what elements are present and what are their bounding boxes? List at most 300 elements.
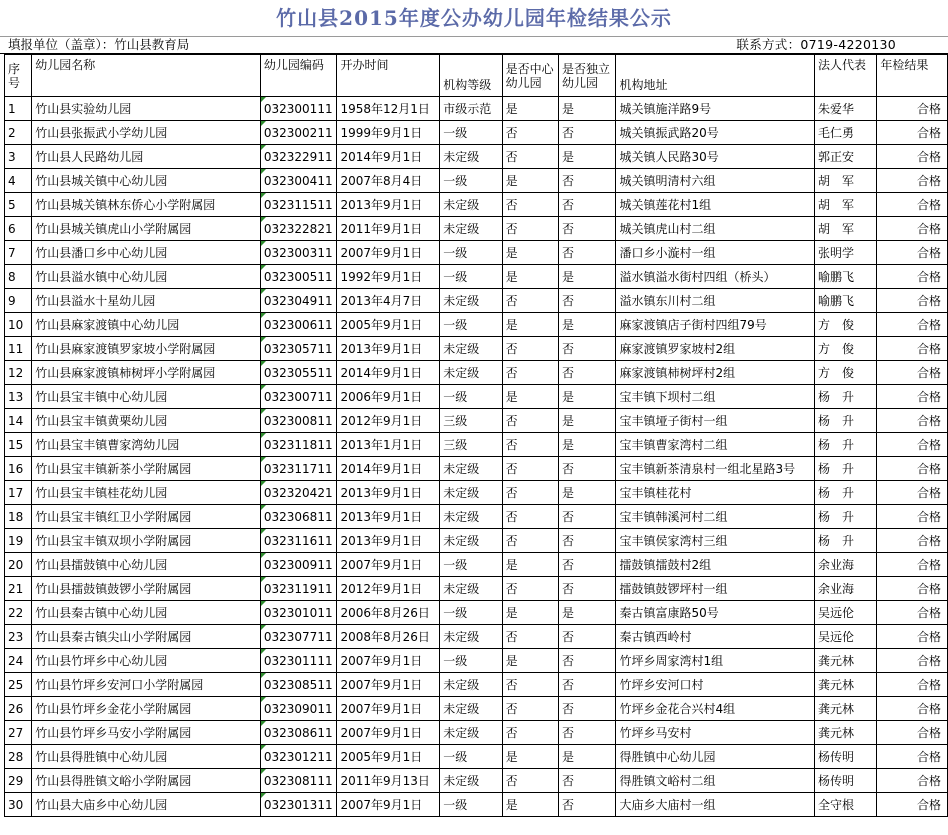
cell-name[interactable]: 竹山县宝丰镇双坝小学附属园 — [32, 529, 261, 553]
cell-seq[interactable]: 14 — [5, 409, 32, 433]
cell-seq[interactable]: 21 — [5, 577, 32, 601]
cell-result[interactable]: 合格 — [877, 625, 948, 649]
cell-seq[interactable]: 23 — [5, 625, 32, 649]
cell-address[interactable]: 得胜镇中心幼儿园 — [616, 745, 814, 769]
cell-independent[interactable]: 是 — [559, 97, 616, 121]
cell-address[interactable]: 麻家渡镇店子街村四组79号 — [616, 313, 814, 337]
cell-date[interactable]: 2013年9月1日 — [337, 193, 440, 217]
cell-center[interactable]: 否 — [502, 625, 558, 649]
cell-legal[interactable]: 郭正安 — [814, 145, 876, 169]
cell-result[interactable]: 合格 — [877, 721, 948, 745]
cell-address[interactable]: 竹坪乡安河口村 — [616, 673, 814, 697]
cell-name[interactable]: 竹山县宝丰镇中心幼儿园 — [32, 385, 261, 409]
cell-seq[interactable]: 13 — [5, 385, 32, 409]
cell-legal[interactable]: 朱爱华 — [814, 97, 876, 121]
cell-date[interactable]: 2014年9月1日 — [337, 457, 440, 481]
cell-address[interactable]: 大庙乡大庙村一组 — [616, 793, 814, 817]
cell-address[interactable]: 得胜镇文峪村二组 — [616, 769, 814, 793]
cell-level[interactable]: 一级 — [440, 385, 502, 409]
cell-date[interactable]: 2007年9月1日 — [337, 241, 440, 265]
cell-independent[interactable]: 是 — [559, 481, 616, 505]
cell-name[interactable]: 竹山县得胜镇文峪小学附属园 — [32, 769, 261, 793]
cell-legal[interactable]: 杨 升 — [814, 409, 876, 433]
cell-independent[interactable]: 是 — [559, 601, 616, 625]
cell-code[interactable] — [260, 553, 337, 577]
cell-seq[interactable]: 10 — [5, 313, 32, 337]
cell-code[interactable] — [260, 193, 337, 217]
cell-address[interactable]: 擂鼓镇擂鼓村2组 — [616, 553, 814, 577]
cell-code[interactable] — [260, 217, 337, 241]
cell-level[interactable]: 未定级 — [440, 721, 502, 745]
cell-center[interactable]: 否 — [502, 193, 558, 217]
cell-legal[interactable]: 毛仁勇 — [814, 121, 876, 145]
cell-independent[interactable]: 否 — [559, 793, 616, 817]
header-seq[interactable]: 序号 — [5, 55, 32, 97]
cell-independent[interactable]: 是 — [559, 313, 616, 337]
cell-center[interactable]: 是 — [502, 649, 558, 673]
cell-code[interactable] — [260, 433, 337, 457]
cell-level[interactable]: 一级 — [440, 121, 502, 145]
cell-name[interactable]: 竹山县麻家渡镇罗家坡小学附属园 — [32, 337, 261, 361]
cell-level[interactable]: 未定级 — [440, 193, 502, 217]
cell-center[interactable]: 是 — [502, 601, 558, 625]
cell-level[interactable]: 一级 — [440, 793, 502, 817]
cell-seq[interactable]: 1 — [5, 97, 32, 121]
cell-date[interactable]: 2006年8月26日 — [337, 601, 440, 625]
cell-address[interactable]: 城关镇莲花村1组 — [616, 193, 814, 217]
cell-address[interactable]: 宝丰镇桂花村 — [616, 481, 814, 505]
cell-date[interactable]: 2013年1月1日 — [337, 433, 440, 457]
cell-seq[interactable]: 24 — [5, 649, 32, 673]
cell-legal[interactable]: 龚元林 — [814, 697, 876, 721]
cell-independent[interactable]: 否 — [559, 361, 616, 385]
cell-center[interactable]: 是 — [502, 385, 558, 409]
cell-level[interactable]: 未定级 — [440, 577, 502, 601]
cell-address[interactable]: 溢水镇东川村二组 — [616, 289, 814, 313]
cell-legal[interactable]: 喻鹏飞 — [814, 289, 876, 313]
cell-name[interactable]: 竹山县得胜镇中心幼儿园 — [32, 745, 261, 769]
cell-legal[interactable]: 龚元林 — [814, 649, 876, 673]
cell-code[interactable] — [260, 721, 337, 745]
cell-name[interactable]: 竹山县宝丰镇桂花幼儿园 — [32, 481, 261, 505]
cell-address[interactable]: 城关镇振武路20号 — [616, 121, 814, 145]
cell-date[interactable]: 2013年9月1日 — [337, 481, 440, 505]
cell-level[interactable]: 未定级 — [440, 769, 502, 793]
cell-address[interactable]: 城关镇明清村六组 — [616, 169, 814, 193]
cell-name[interactable]: 竹山县张振武小学幼儿园 — [32, 121, 261, 145]
cell-address[interactable]: 擂鼓镇鼓锣坪村一组 — [616, 577, 814, 601]
cell-legal[interactable]: 方 俊 — [814, 313, 876, 337]
cell-seq[interactable]: 26 — [5, 697, 32, 721]
cell-name[interactable]: 竹山县潘口乡中心幼儿园 — [32, 241, 261, 265]
cell-result[interactable]: 合格 — [877, 601, 948, 625]
cell-address[interactable]: 宝丰镇新茶清泉村一组北星路3号 — [616, 457, 814, 481]
cell-code[interactable] — [260, 337, 337, 361]
cell-name[interactable]: 竹山县麻家渡镇中心幼儿园 — [32, 313, 261, 337]
cell-center[interactable]: 否 — [502, 361, 558, 385]
cell-independent[interactable]: 是 — [559, 265, 616, 289]
cell-legal[interactable]: 杨 升 — [814, 385, 876, 409]
cell-independent[interactable]: 否 — [559, 697, 616, 721]
cell-legal[interactable]: 杨传明 — [814, 745, 876, 769]
cell-level[interactable]: 未定级 — [440, 505, 502, 529]
cell-code[interactable] — [260, 601, 337, 625]
cell-result[interactable]: 合格 — [877, 97, 948, 121]
cell-center[interactable]: 否 — [502, 673, 558, 697]
cell-legal[interactable]: 全守根 — [814, 793, 876, 817]
cell-seq[interactable]: 18 — [5, 505, 32, 529]
cell-center[interactable]: 是 — [502, 97, 558, 121]
cell-date[interactable]: 2007年9月1日 — [337, 721, 440, 745]
cell-legal[interactable]: 杨 升 — [814, 505, 876, 529]
cell-address[interactable]: 潘口乡小漩村一组 — [616, 241, 814, 265]
header-name[interactable]: 幼儿园名称 — [32, 55, 261, 97]
cell-result[interactable]: 合格 — [877, 433, 948, 457]
cell-result[interactable]: 合格 — [877, 457, 948, 481]
cell-legal[interactable]: 杨 升 — [814, 529, 876, 553]
cell-address[interactable]: 宝丰镇侯家湾村三组 — [616, 529, 814, 553]
cell-name[interactable]: 竹山县擂鼓镇中心幼儿园 — [32, 553, 261, 577]
cell-center[interactable]: 是 — [502, 793, 558, 817]
cell-result[interactable]: 合格 — [877, 793, 948, 817]
cell-level[interactable]: 未定级 — [440, 217, 502, 241]
cell-date[interactable]: 2007年9月1日 — [337, 697, 440, 721]
cell-code[interactable] — [260, 481, 337, 505]
header-level[interactable]: 机构等级 — [440, 55, 502, 97]
cell-code[interactable] — [260, 145, 337, 169]
cell-independent[interactable]: 是 — [559, 145, 616, 169]
cell-independent[interactable]: 是 — [559, 745, 616, 769]
cell-center[interactable]: 是 — [502, 745, 558, 769]
cell-seq[interactable]: 20 — [5, 553, 32, 577]
cell-seq[interactable]: 11 — [5, 337, 32, 361]
cell-level[interactable]: 一级 — [440, 265, 502, 289]
cell-legal[interactable]: 胡 军 — [814, 193, 876, 217]
cell-level[interactable]: 未定级 — [440, 697, 502, 721]
cell-seq[interactable]: 27 — [5, 721, 32, 745]
cell-seq[interactable]: 6 — [5, 217, 32, 241]
cell-name[interactable]: 竹山县大庙乡中心幼儿园 — [32, 793, 261, 817]
cell-center[interactable]: 否 — [502, 145, 558, 169]
cell-independent[interactable]: 否 — [559, 577, 616, 601]
cell-legal[interactable]: 胡 军 — [814, 217, 876, 241]
cell-level[interactable]: 未定级 — [440, 289, 502, 313]
cell-level[interactable]: 未定级 — [440, 145, 502, 169]
cell-legal[interactable]: 喻鹏飞 — [814, 265, 876, 289]
cell-seq[interactable]: 15 — [5, 433, 32, 457]
cell-seq[interactable]: 7 — [5, 241, 32, 265]
cell-level[interactable]: 一级 — [440, 601, 502, 625]
cell-name[interactable]: 竹山县竹坪乡安河口小学附属园 — [32, 673, 261, 697]
cell-legal[interactable]: 胡 军 — [814, 169, 876, 193]
cell-date[interactable]: 2011年9月1日 — [337, 217, 440, 241]
cell-address[interactable]: 宝丰镇下坝村二组 — [616, 385, 814, 409]
cell-independent[interactable]: 否 — [559, 121, 616, 145]
cell-result[interactable]: 合格 — [877, 313, 948, 337]
cell-level[interactable]: 一级 — [440, 649, 502, 673]
cell-legal[interactable]: 杨 升 — [814, 481, 876, 505]
cell-level[interactable]: 一级 — [440, 241, 502, 265]
cell-independent[interactable]: 否 — [559, 505, 616, 529]
header-address[interactable]: 机构地址 — [616, 55, 814, 97]
cell-legal[interactable]: 龚元林 — [814, 673, 876, 697]
cell-result[interactable]: 合格 — [877, 769, 948, 793]
cell-result[interactable]: 合格 — [877, 649, 948, 673]
cell-code[interactable] — [260, 289, 337, 313]
cell-independent[interactable]: 否 — [559, 241, 616, 265]
cell-level[interactable]: 一级 — [440, 169, 502, 193]
cell-name[interactable]: 竹山县竹坪乡中心幼儿园 — [32, 649, 261, 673]
cell-seq[interactable]: 22 — [5, 601, 32, 625]
cell-date[interactable]: 2008年8月26日 — [337, 625, 440, 649]
cell-address[interactable]: 城关镇人民路30号 — [616, 145, 814, 169]
header-code[interactable]: 幼儿园编码 — [260, 55, 337, 97]
cell-seq[interactable]: 9 — [5, 289, 32, 313]
cell-center[interactable]: 否 — [502, 121, 558, 145]
cell-center[interactable]: 是 — [502, 169, 558, 193]
cell-seq[interactable]: 17 — [5, 481, 32, 505]
cell-result[interactable]: 合格 — [877, 505, 948, 529]
cell-result[interactable]: 合格 — [877, 553, 948, 577]
cell-independent[interactable]: 否 — [559, 337, 616, 361]
cell-name[interactable]: 竹山县溢水十星幼儿园 — [32, 289, 261, 313]
cell-code[interactable] — [260, 313, 337, 337]
cell-legal[interactable]: 余业海 — [814, 577, 876, 601]
cell-level[interactable]: 未定级 — [440, 529, 502, 553]
cell-name[interactable]: 竹山县宝丰镇曹家湾幼儿园 — [32, 433, 261, 457]
cell-date[interactable]: 2007年9月1日 — [337, 553, 440, 577]
cell-legal[interactable]: 吴远伦 — [814, 625, 876, 649]
cell-independent[interactable]: 否 — [559, 289, 616, 313]
cell-name[interactable]: 竹山县宝丰镇红卫小学附属园 — [32, 505, 261, 529]
cell-code[interactable] — [260, 457, 337, 481]
cell-result[interactable]: 合格 — [877, 169, 948, 193]
cell-code[interactable] — [260, 241, 337, 265]
cell-result[interactable]: 合格 — [877, 697, 948, 721]
cell-code[interactable] — [260, 577, 337, 601]
cell-level[interactable]: 未定级 — [440, 361, 502, 385]
cell-center[interactable]: 是 — [502, 553, 558, 577]
cell-code[interactable] — [260, 793, 337, 817]
cell-center[interactable]: 否 — [502, 217, 558, 241]
cell-result[interactable]: 合格 — [877, 121, 948, 145]
cell-address[interactable]: 宝丰镇韩溪河村二组 — [616, 505, 814, 529]
cell-legal[interactable]: 张明学 — [814, 241, 876, 265]
cell-result[interactable]: 合格 — [877, 289, 948, 313]
header-result[interactable]: 年检结果 — [877, 55, 948, 97]
cell-date[interactable]: 2012年9月1日 — [337, 409, 440, 433]
cell-code[interactable] — [260, 697, 337, 721]
cell-independent[interactable]: 是 — [559, 409, 616, 433]
cell-independent[interactable]: 否 — [559, 217, 616, 241]
cell-independent[interactable]: 是 — [559, 385, 616, 409]
cell-center[interactable]: 否 — [502, 697, 558, 721]
cell-name[interactable]: 竹山县城关镇林东侨心小学附属园 — [32, 193, 261, 217]
cell-date[interactable]: 2007年8月4日 — [337, 169, 440, 193]
cell-level[interactable]: 三级 — [440, 409, 502, 433]
cell-address[interactable]: 秦古镇西岭村 — [616, 625, 814, 649]
header-legal[interactable]: 法人代表 — [814, 55, 876, 97]
cell-result[interactable]: 合格 — [877, 409, 948, 433]
cell-independent[interactable]: 否 — [559, 457, 616, 481]
cell-independent[interactable]: 否 — [559, 169, 616, 193]
cell-code[interactable] — [260, 361, 337, 385]
cell-date[interactable]: 2007年9月1日 — [337, 793, 440, 817]
cell-center[interactable]: 是 — [502, 265, 558, 289]
cell-code[interactable] — [260, 169, 337, 193]
cell-code[interactable] — [260, 769, 337, 793]
cell-level[interactable]: 一级 — [440, 553, 502, 577]
cell-date[interactable]: 2007年9月1日 — [337, 673, 440, 697]
cell-level[interactable]: 市级示范 — [440, 97, 502, 121]
cell-result[interactable]: 合格 — [877, 361, 948, 385]
cell-seq[interactable]: 2 — [5, 121, 32, 145]
cell-legal[interactable]: 吴远伦 — [814, 601, 876, 625]
header-date[interactable]: 开办时间 — [337, 55, 440, 97]
cell-center[interactable]: 否 — [502, 337, 558, 361]
cell-result[interactable]: 合格 — [877, 385, 948, 409]
cell-center[interactable]: 否 — [502, 457, 558, 481]
cell-legal[interactable]: 方 俊 — [814, 337, 876, 361]
cell-seq[interactable]: 19 — [5, 529, 32, 553]
cell-level[interactable]: 一级 — [440, 745, 502, 769]
cell-seq[interactable]: 30 — [5, 793, 32, 817]
cell-center[interactable]: 是 — [502, 241, 558, 265]
cell-address[interactable]: 溢水镇溢水街村四组（桥头） — [616, 265, 814, 289]
cell-name[interactable]: 竹山县宝丰镇新茶小学附属园 — [32, 457, 261, 481]
cell-legal[interactable]: 杨 升 — [814, 433, 876, 457]
cell-name[interactable]: 竹山县擂鼓镇鼓锣小学附属园 — [32, 577, 261, 601]
cell-code[interactable] — [260, 265, 337, 289]
cell-seq[interactable]: 3 — [5, 145, 32, 169]
cell-address[interactable]: 城关镇施洋路9号 — [616, 97, 814, 121]
cell-result[interactable]: 合格 — [877, 193, 948, 217]
cell-name[interactable]: 竹山县实验幼儿园 — [32, 97, 261, 121]
cell-center[interactable]: 否 — [502, 769, 558, 793]
cell-date[interactable]: 2013年9月1日 — [337, 337, 440, 361]
cell-result[interactable]: 合格 — [877, 673, 948, 697]
cell-date[interactable]: 2005年9月1日 — [337, 313, 440, 337]
cell-independent[interactable]: 否 — [559, 625, 616, 649]
cell-address[interactable]: 宝丰镇垭子街村一组 — [616, 409, 814, 433]
cell-seq[interactable]: 29 — [5, 769, 32, 793]
cell-seq[interactable]: 12 — [5, 361, 32, 385]
cell-code[interactable] — [260, 409, 337, 433]
cell-address[interactable]: 麻家渡镇柿树坪村2组 — [616, 361, 814, 385]
cell-independent[interactable]: 否 — [559, 553, 616, 577]
cell-name[interactable]: 竹山县溢水镇中心幼儿园 — [32, 265, 261, 289]
cell-legal[interactable]: 龚元林 — [814, 721, 876, 745]
cell-center[interactable]: 否 — [502, 577, 558, 601]
cell-date[interactable]: 2014年9月1日 — [337, 145, 440, 169]
header-independent[interactable]: 是否独立幼儿园 — [559, 55, 616, 97]
cell-result[interactable]: 合格 — [877, 241, 948, 265]
cell-code[interactable] — [260, 745, 337, 769]
cell-seq[interactable]: 5 — [5, 193, 32, 217]
cell-legal[interactable]: 杨传明 — [814, 769, 876, 793]
cell-name[interactable]: 竹山县人民路幼儿园 — [32, 145, 261, 169]
cell-date[interactable]: 2012年9月1日 — [337, 577, 440, 601]
cell-level[interactable]: 一级 — [440, 313, 502, 337]
cell-code[interactable] — [260, 673, 337, 697]
cell-seq[interactable]: 25 — [5, 673, 32, 697]
cell-seq[interactable]: 8 — [5, 265, 32, 289]
cell-name[interactable]: 竹山县竹坪乡马安小学附属园 — [32, 721, 261, 745]
cell-independent[interactable]: 否 — [559, 673, 616, 697]
cell-code[interactable] — [260, 121, 337, 145]
cell-level[interactable]: 三级 — [440, 433, 502, 457]
cell-date[interactable]: 2005年9月1日 — [337, 745, 440, 769]
cell-independent[interactable]: 否 — [559, 721, 616, 745]
cell-center[interactable]: 否 — [502, 505, 558, 529]
cell-independent[interactable]: 否 — [559, 529, 616, 553]
cell-legal[interactable]: 杨 升 — [814, 457, 876, 481]
cell-code[interactable] — [260, 385, 337, 409]
cell-address[interactable]: 竹坪乡周家湾村1组 — [616, 649, 814, 673]
cell-date[interactable]: 2006年9月1日 — [337, 385, 440, 409]
cell-name[interactable]: 竹山县秦古镇尖山小学附属园 — [32, 625, 261, 649]
cell-result[interactable]: 合格 — [877, 145, 948, 169]
cell-level[interactable]: 未定级 — [440, 481, 502, 505]
cell-name[interactable]: 竹山县麻家渡镇柿树坪小学附属园 — [32, 361, 261, 385]
cell-date[interactable]: 1999年9月1日 — [337, 121, 440, 145]
cell-name[interactable]: 竹山县城关镇虎山小学附属园 — [32, 217, 261, 241]
cell-legal[interactable]: 余业海 — [814, 553, 876, 577]
cell-seq[interactable]: 16 — [5, 457, 32, 481]
cell-address[interactable]: 麻家渡镇罗家坡村2组 — [616, 337, 814, 361]
cell-independent[interactable]: 是 — [559, 433, 616, 457]
cell-code[interactable] — [260, 529, 337, 553]
cell-address[interactable]: 竹坪乡马安村 — [616, 721, 814, 745]
cell-level[interactable]: 未定级 — [440, 337, 502, 361]
cell-date[interactable]: 1992年9月1日 — [337, 265, 440, 289]
cell-code[interactable] — [260, 625, 337, 649]
cell-name[interactable]: 竹山县城关镇中心幼儿园 — [32, 169, 261, 193]
cell-independent[interactable]: 否 — [559, 649, 616, 673]
cell-result[interactable]: 合格 — [877, 745, 948, 769]
cell-level[interactable]: 未定级 — [440, 625, 502, 649]
cell-level[interactable]: 未定级 — [440, 673, 502, 697]
cell-address[interactable]: 秦古镇富康路50号 — [616, 601, 814, 625]
cell-center[interactable]: 否 — [502, 409, 558, 433]
cell-center[interactable]: 否 — [502, 433, 558, 457]
cell-date[interactable]: 2013年4月7日 — [337, 289, 440, 313]
cell-independent[interactable]: 否 — [559, 193, 616, 217]
cell-result[interactable]: 合格 — [877, 577, 948, 601]
cell-date[interactable]: 2011年9月13日 — [337, 769, 440, 793]
cell-date[interactable]: 2007年9月1日 — [337, 649, 440, 673]
cell-legal[interactable]: 方 俊 — [814, 361, 876, 385]
cell-name[interactable]: 竹山县竹坪乡金花小学附属园 — [32, 697, 261, 721]
cell-independent[interactable]: 否 — [559, 769, 616, 793]
cell-name[interactable]: 竹山县宝丰镇黄栗幼儿园 — [32, 409, 261, 433]
cell-address[interactable]: 宝丰镇曹家湾村二组 — [616, 433, 814, 457]
cell-name[interactable]: 竹山县秦古镇中心幼儿园 — [32, 601, 261, 625]
cell-date[interactable]: 2014年9月1日 — [337, 361, 440, 385]
cell-result[interactable]: 合格 — [877, 337, 948, 361]
header-center[interactable]: 是否中心幼儿园 — [502, 55, 558, 97]
cell-result[interactable]: 合格 — [877, 481, 948, 505]
cell-center[interactable]: 否 — [502, 529, 558, 553]
cell-center[interactable]: 否 — [502, 289, 558, 313]
cell-address[interactable]: 竹坪乡金花合兴村4组 — [616, 697, 814, 721]
cell-level[interactable]: 未定级 — [440, 457, 502, 481]
cell-code[interactable] — [260, 97, 337, 121]
cell-date[interactable]: 2013年9月1日 — [337, 529, 440, 553]
cell-result[interactable]: 合格 — [877, 217, 948, 241]
cell-code[interactable] — [260, 649, 337, 673]
cell-address[interactable]: 城关镇虎山村二组 — [616, 217, 814, 241]
